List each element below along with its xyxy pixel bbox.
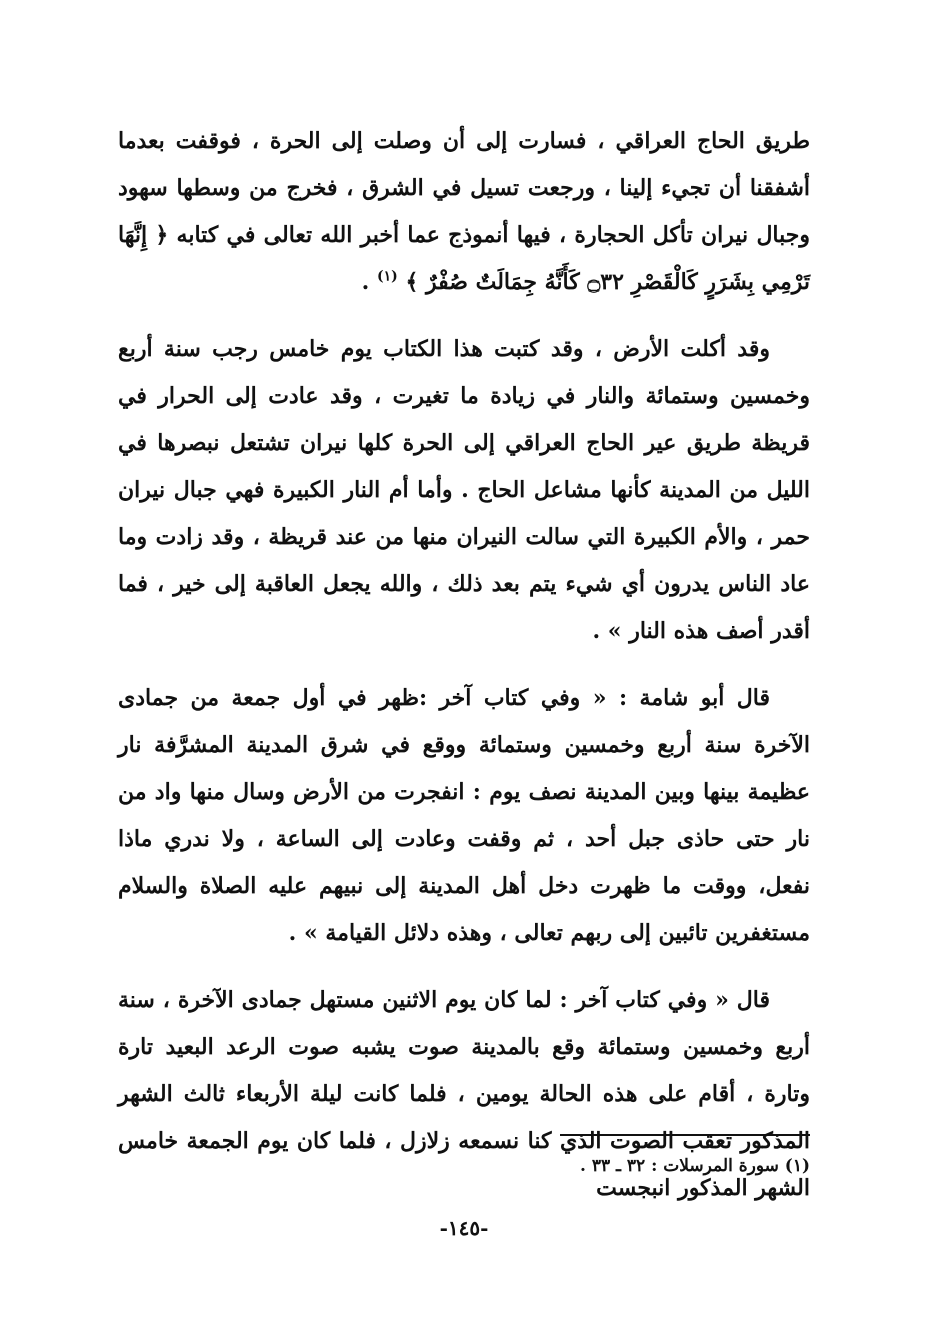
paragraph-3: قال أبو شامة : « وفي كتاب آخر :ظهر في أول جمعة من جمادى الآخرة سنة أربع وخمسين وستمائة ووقع في شرق المدينة المشرَّفة نار عظيمة بينها وبين المدينة نصف يوم : انفجرت من الأرض وسال منها واد من نار حتى حاذى جبل أحد ، ثم وقفت وعادت إلى الساعة ، ولا ندري ماذا نفعل، ووقت ما ظهرت دخل أهل المدينة إلى نبيهم عليه الصلاة والسلام مستغفرين تائبين إلى ربهم تعالى ، وهذه دلائل القيامة » . [118, 685, 810, 946]
paragraph-1-end: . [361, 269, 377, 295]
quran-verse-text: إِنَّهَا تَرْمِي بِشَرَرٍ كَالْقَصْرِ ۝٣٢ كَأَنَّهُ جِمَالَتٌ صُفْرٌ [118, 222, 810, 295]
paragraph-2: وقد أكلت الأرض ، وقد كتبت هذا الكتاب يوم خامس رجب سنة أربع وخمسين وستمائة والنار في زيادة ما تغيرت ، وقد عادت إلى الحرار في قريظة طريق عير الحاج العراقي إلى الحرة كلها نيران تشتعل نبصرها في الليل من المدينة كأنها مشاعل الحاج . وأما أم النار الكبيرة فهي جبال نيران حمر ، والأم الكبيرة التي سالت النيران منها من عند قريظة ، وقد زادت وما عاد الناس يدرون أي شيء يتم بعد ذلك ، والله يجعل العاقبة إلى خير ، فما أقدر أصف هذه النار » . [118, 336, 810, 644]
paragraph-4: قال « وفي كتاب آخر : لما كان يوم الاثنين مستهل جمادى الآخرة ، سنة أربع وخمسين وستمائة وقع بالمدينة صوت يشبه صوت الرعد البعيد تارة وتارة ، أقام على هذه الحالة يومين ، فلما كانت ليلة الأربعاء ثالث الشهر المذكور تعقب الصوت الذي كنا نسمعه زلازل ، فلما كان يوم الجمعة خامس الشهر المذكور انبجست [118, 987, 810, 1201]
footnote-reference: (١) [376, 268, 398, 285]
quote-open-bracket: ﴿ [155, 222, 169, 248]
footnote: (١) سورة المرسلات : ٣٢ ـ ٣٣ . [579, 1156, 810, 1176]
main-text [118, 118, 810, 1212]
paragraph-1 [118, 118, 810, 306]
quote-close-bracket: ﴾ [405, 269, 419, 295]
footnote-separator [560, 1134, 810, 1136]
paragraph-1-text: طريق الحاج العراقي ، فسارت إلى أن وصلت إلى الحرة ، فوقفت بعدما أشفقنا أن تجيء إلينا ، ورجعت تسيل في الشرق ، فخرج من وسطها سهود وجبال نيران تأكل الحجارة ، فيها أنموذج عما أخبر الله تعالى في كتابه [118, 128, 811, 248]
page-number: -١٤٥- [439, 1216, 489, 1240]
